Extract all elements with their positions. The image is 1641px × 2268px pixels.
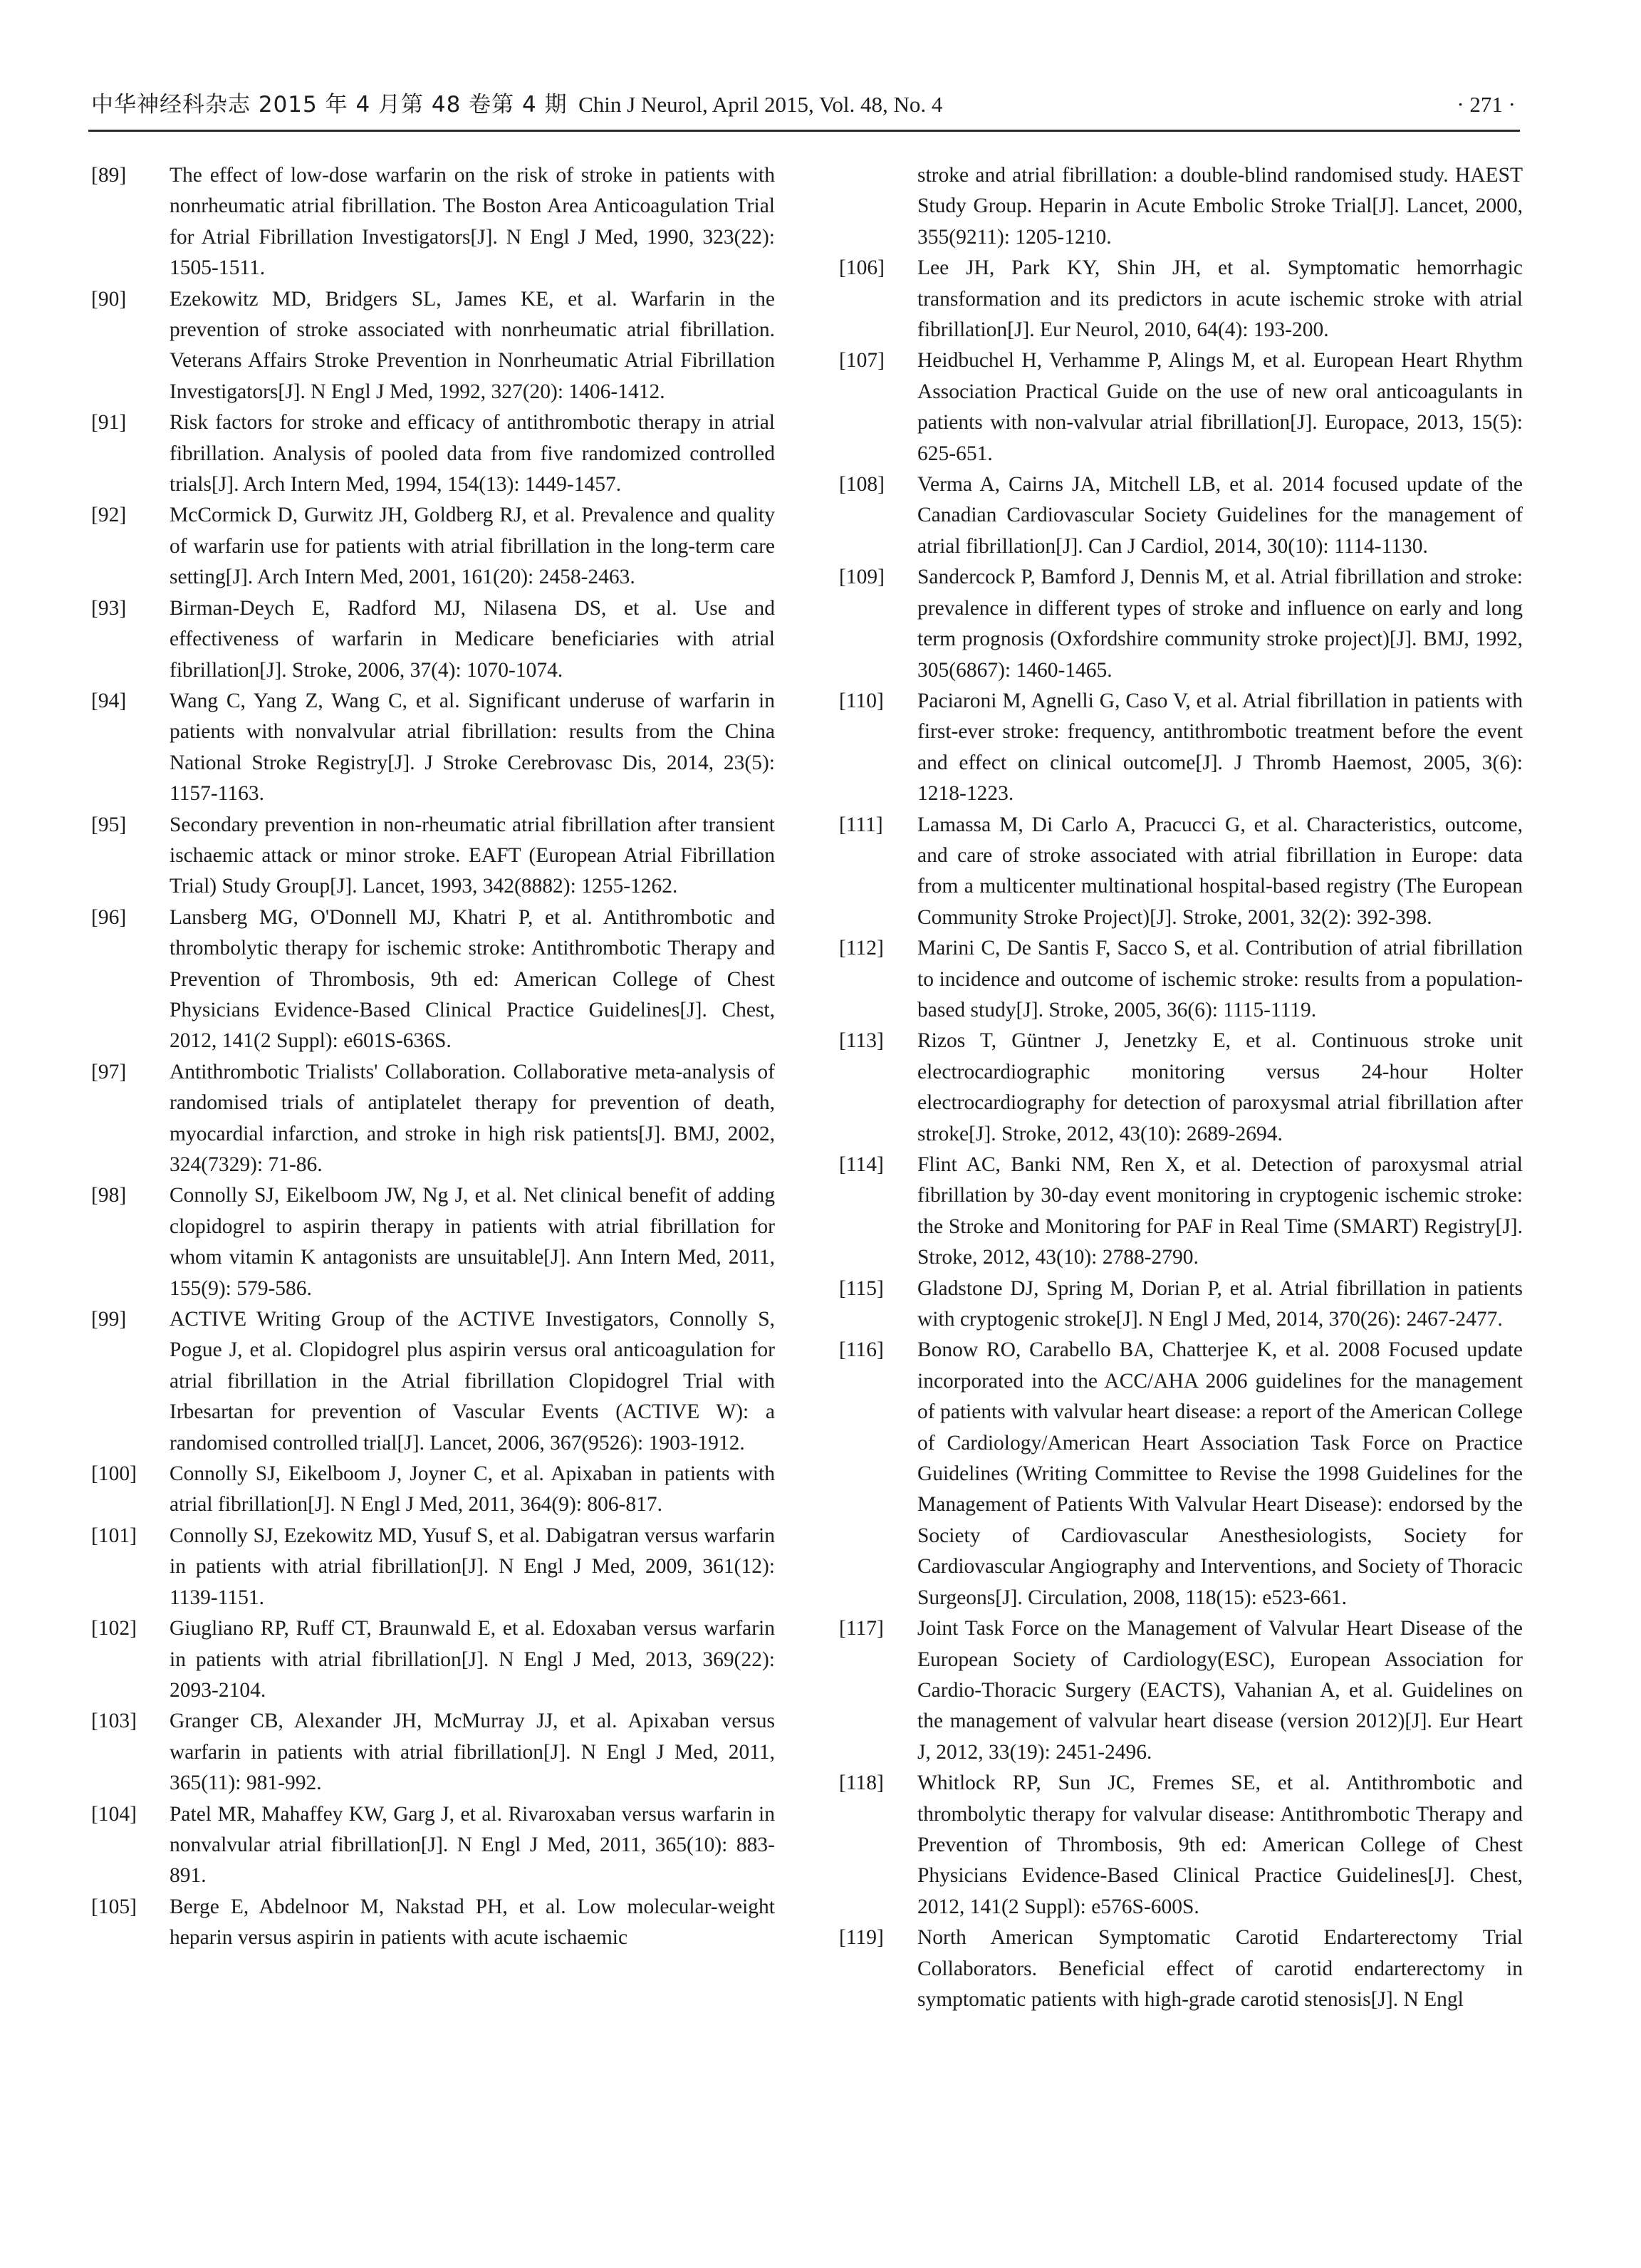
reference-text: Sandercock P, Bamford J, Dennis M, et al. Atrial fibrillation and stroke: prevalence in different types of stroke and influence on early and long term prognosis (Oxfordshire community stroke project)[J]. BMJ, 1992, 305(6867): 1460-1465. — [917, 566, 1523, 682]
reference-entry — [839, 253, 1523, 345]
reference-number: [100] — [91, 1462, 137, 1486]
reference-text: Wang C, Yang Z, Wang C, et al. Significant underuse of warfarin in patients with nonvalvular atrial fibrillation: results from the China National Stroke Registry[J]. J Stroke Cerebrovasc Dis, 2014, 23(5): 1157-1163. — [170, 689, 775, 806]
reference-text: Ezekowitz MD, Bridgers SL, James KE, et al. Warfarin in the prevention of stroke associated with nonrheumatic atrial fibrillation. Veterans Affairs Stroke Prevention in Nonrheumatic Atrial Fibrillation Investigators[J]. N Engl J Med, 1992, 327(20): 1406-1412. — [170, 287, 775, 403]
reference-text: North American Symptomatic Carotid Endarterectomy Trial Collaborators. Beneficial effect of carotid endarterectomy in symptomatic patients with high-grade carotid stenosis[J]. N Engl — [917, 1926, 1523, 2011]
reference-number: [106] — [839, 256, 885, 280]
reference-entry — [839, 810, 1523, 934]
reference-entry — [91, 500, 775, 593]
reference-entry — [91, 1521, 775, 1613]
journal-title-english: Chin J Neurol, April 2015, Vol. 48, No. 4 — [578, 92, 943, 117]
reference-text: Granger CB, Alexander JH, McMurray JJ, et al. Apixaban versus warfarin in patients with atrial fibrillation[J]. N Engl J Med, 2011, 365(11): 981-992. — [170, 1710, 775, 1795]
reference-number: [105] — [91, 1895, 137, 1918]
running-header — [91, 85, 1516, 124]
reference-entry — [839, 686, 1523, 810]
journal-title-chinese: 中华神经科杂志 2015 年 4 月第 48 卷第 4 期 — [91, 92, 568, 118]
reference-text: Heidbuchel H, Verhamme P, Alings M, et al. European Heart Rhythm Association Practical Guide on the use of new oral anticoagulants in patients with non-valvular atrial fibrillation[J]. Europace, 2013, 15(5): 625-651. — [917, 349, 1523, 465]
reference-entry — [91, 1057, 775, 1181]
reference-number: [92] — [91, 504, 127, 527]
reference-number: [117] — [839, 1617, 884, 1640]
reference-text: Gladstone DJ, Spring M, Dorian P, et al. Atrial fibrillation in patients with cryptogenic stroke[J]. N Engl J Med, 2014, 370(26): 2467-2477. — [917, 1276, 1523, 1331]
reference-number: [108] — [839, 473, 885, 496]
reference-text: Lansberg MG, O'Donnell MJ, Khatri P, et al. Antithrombotic and thrombolytic therapy for ischemic stroke: Antithrombotic Therapy and Prevention of Thrombosis, 9th ed: American College of Chest Physicians Evidence-Based Clinical Practice Guidelines[J]. Chest, 2012, 141(2 Suppl): e601S-636S. — [170, 905, 775, 1053]
reference-text: Berge E, Abdelnoor M, Nakstad PH, et al. Low molecular-weight heparin versus aspirin in patients with acute ischaemic — [170, 1895, 775, 1950]
reference-entry — [839, 562, 1523, 686]
reference-entry — [839, 345, 1523, 469]
reference-entry — [839, 160, 1523, 253]
reference-text: The effect of low-dose warfarin on the risk of stroke in patients with nonrheumatic atrial fibrillation. The Boston Area Anticoagulation Trial for Atrial Fibrillation Investigators[J]. N Engl J Med, 1990, 323(22): 1505-1511. — [170, 164, 775, 280]
reference-entry — [839, 1150, 1523, 1274]
reference-entry — [91, 686, 775, 810]
reference-number: [116] — [839, 1338, 884, 1362]
journal-citation — [91, 85, 942, 124]
reference-text: Flint AC, Banki NM, Ren X, et al. Detection of paroxysmal atrial fibrillation by 30-day event monitoring in cryptogenic ischemic stroke: the Stroke and Monitoring for PAF in Real Time (SMART) Registry[J]. Stroke, 2012, 43(10): 2788-2790. — [917, 1153, 1523, 1269]
reference-entry — [91, 1613, 775, 1706]
reference-text: Secondary prevention in non-rheumatic atrial fibrillation after transient ischaemic attack or minor stroke. EAFT (European Atrial Fibrillation Trial) Study Group[J]. Lancet, 1993, 342(8882): 1255-1262. — [170, 813, 775, 898]
reference-entry — [839, 1923, 1523, 2015]
reference-number: [115] — [839, 1276, 884, 1300]
reference-text: Whitlock RP, Sun JC, Fremes SE, et al. Antithrombotic and thrombolytic therapy for valvular disease: Antithrombotic Therapy and Prevention of Thrombosis, 9th ed: American College of Chest Physicians Evidence-Based Clinical Practice Guidelines[J]. Chest, 2012, 141(2 Suppl): e576S-600S. — [917, 1772, 1523, 1918]
reference-entry — [91, 160, 775, 284]
reference-entry — [91, 902, 775, 1057]
reference-number: [96] — [91, 905, 127, 929]
reference-entry — [839, 1026, 1523, 1150]
reference-number: [101] — [91, 1524, 137, 1547]
reference-text: Verma A, Cairns JA, Mitchell LB, et al. 2014 focused update of the Canadian Cardiovascular Society Guidelines for the management of atrial fibrillation[J]. Can J Cardiol, 2014, 30(10): 1114-1130. — [917, 473, 1523, 558]
reference-entry — [91, 1459, 775, 1521]
reference-entry — [91, 1180, 775, 1304]
reference-text: Birman-Deych E, Radford MJ, Nilasena DS, et al. Use and effectiveness of warfarin in Medicare beneficiaries with atrial fibrillation[J]. Stroke, 2006, 37(4): 1070-1074. — [170, 596, 775, 682]
reference-number: [107] — [839, 349, 885, 373]
reference-number: [90] — [91, 287, 127, 311]
reference-number: [111] — [839, 813, 883, 836]
reference-entry — [839, 933, 1523, 1026]
page-number: · 271 · — [1457, 92, 1516, 117]
reference-number: [102] — [91, 1617, 137, 1640]
reference-text: Lamassa M, Di Carlo A, Pracucci G, et al. Characteristics, outcome, and care of stroke associated with atrial fibrillation in Europe: data from a multicenter multinational hospital-based registry (The European Community Stroke Project)[J]. Stroke, 2001, 32(2): 392-398. — [917, 813, 1523, 929]
reference-text: Lee JH, Park KY, Shin JH, et al. Symptomatic hemorrhagic transformation and its predictors in acute ischemic stroke with atrial fibrillation[J]. Eur Neurol, 2010, 64(4): 193-200. — [917, 256, 1523, 342]
reference-number: [95] — [91, 813, 127, 836]
reference-text: Bonow RO, Carabello BA, Chatterjee K, et al. 2008 Focused update incorporated into the ACC/AHA 2006 guidelines for the management of patients with valvular heart disease: a report of the American College of Cardiology/American Heart Association Task Force on Practice Guidelines (Writing Committee to Revise the 1998 Guidelines for the Management of Patients With Valvular Heart Disease): endorsed by the Society of Cardiovascular Anesthesiologists, Society for Cardiovascular Angiography and Interventions, and Society of Thoracic Surgeons[J]. Circulation, 2008, 118(15): e523-661. — [917, 1338, 1523, 1609]
reference-text: Connolly SJ, Eikelboom J, Joyner C, et al. Apixaban in patients with atrial fibrillation[J]. N Engl J Med, 2011, 364(9): 806-817. — [170, 1462, 775, 1517]
reference-text: Connolly SJ, Eikelboom JW, Ng J, et al. Net clinical benefit of adding clopidogrel to aspirin therapy in patients with atrial fibrillation for whom vitamin K antagonists are unsuitable[J]. Ann Intern Med, 2011, 155(9): 579-586. — [170, 1184, 775, 1300]
reference-entry — [91, 593, 775, 686]
reference-entry — [91, 1304, 775, 1459]
reference-entry — [839, 1335, 1523, 1613]
reference-text: Connolly SJ, Ezekowitz MD, Yusuf S, et al. Dabigatran versus warfarin in patients with atrial fibrillation[J]. N Engl J Med, 2009, 361(12): 1139-1151. — [170, 1524, 775, 1609]
reference-number: [91] — [91, 411, 127, 435]
reference-number: [93] — [91, 596, 127, 620]
reference-text: Risk factors for stroke and efficacy of antithrombotic therapy in atrial fibrillation. Analysis of pooled data from five randomized controlled trials[J]. Arch Intern Med, 1994, 154(13): 1449-1457. — [170, 411, 775, 496]
reference-text: Paciaroni M, Agnelli G, Caso V, et al. Atrial fibrillation in patients with first-ever stroke: frequency, antithrombotic treatment before the event and effect on clinical outcome[J]. J Thromb Haemost, 2005, 3(6): 1218-1223. — [917, 689, 1523, 806]
reference-number: [99] — [91, 1308, 127, 1331]
reference-number: [89] — [91, 164, 127, 187]
reference-number: [97] — [91, 1060, 127, 1083]
reference-entry — [839, 1613, 1523, 1768]
reference-text: Antithrombotic Trialists' Collaboration. Collaborative meta-analysis of randomised trials of antiplatelet therapy for prevention of death, myocardial infarction, and stroke in high risk patients[J]. BMJ, 2002, 324(7329): 71-86. — [170, 1060, 775, 1176]
reference-number: [119] — [839, 1926, 884, 1950]
reference-text: Marini C, De Santis F, Sacco S, et al. Contribution of atrial fibrillation to incidence and outcome of ischemic stroke: results from a population-based study[J]. Stroke, 2005, 36(6): 1115-1119. — [917, 937, 1523, 1021]
reference-text: McCormick D, Gurwitz JH, Goldberg RJ, et al. Prevalence and quality of warfarin use for patients with atrial fibrillation in the long-term care setting[J]. Arch Intern Med, 2001, 161(20): 2458-2463. — [170, 504, 775, 589]
reference-entry — [91, 1892, 775, 1954]
reference-number: [114] — [839, 1153, 884, 1176]
reference-entry — [839, 1274, 1523, 1336]
reference-number: [118] — [839, 1772, 884, 1795]
reference-number: [109] — [839, 566, 885, 589]
reference-text: stroke and atrial fibrillation: a double-blind randomised study. HAEST Study Group. Heparin in Acute Embolic Stroke Trial[J]. Lancet, 2000, 355(9211): 1205-1210. — [917, 164, 1523, 249]
reference-number: [112] — [839, 937, 884, 960]
reference-number: [110] — [839, 689, 884, 712]
reference-entry — [91, 1799, 775, 1892]
reference-text: Patel MR, Mahaffey KW, Garg J, et al. Rivaroxaban versus warfarin in nonvalvular atrial fibrillation[J]. N Engl J Med, 2011, 365(10): 883-891. — [170, 1802, 775, 1888]
reference-number: [104] — [91, 1802, 137, 1826]
reference-number: [94] — [91, 689, 127, 712]
reference-entry — [839, 1768, 1523, 1923]
reference-number: [103] — [91, 1710, 137, 1733]
reference-text: Giugliano RP, Ruff CT, Braunwald E, et al. Edoxaban versus warfarin in patients with atrial fibrillation[J]. N Engl J Med, 2013, 369(22): 2093-2104. — [170, 1617, 775, 1702]
reference-text: Joint Task Force on the Management of Valvular Heart Disease of the European Society of Cardiology(ESC), European Association for Cardio-Thoracic Surgery (EACTS), Vahanian A, et al. Guidelines on the management of valvular heart disease (version 2012)[J]. Eur Heart J, 2012, 33(19): 2451-2496. — [917, 1617, 1523, 1764]
reference-number: [98] — [91, 1184, 127, 1207]
reference-number: [113] — [839, 1029, 884, 1053]
reference-entry — [839, 469, 1523, 562]
left-column-references — [91, 160, 775, 1954]
reference-text: ACTIVE Writing Group of the ACTIVE Investigators, Connolly S, Pogue J, et al. Clopidogrel plus aspirin versus oral anticoagulation for atrial fibrillation in the Atrial fibrillation Clopidogrel Trial with Irbesartan for prevention of Vascular Events (ACTIVE W): a randomised controlled trial[J]. Lancet, 2006, 367(9526): 1903-1912. — [170, 1308, 775, 1455]
right-column-references — [839, 160, 1523, 2015]
header-rule — [88, 130, 1520, 132]
reference-entry — [91, 810, 775, 902]
reference-entry — [91, 407, 775, 500]
reference-text: Rizos T, Güntner J, Jenetzky E, et al. Continuous stroke unit electrocardiographic monitoring versus 24-hour Holter electrocardiography for detection of paroxysmal atrial fibrillation after stroke[J]. Stroke, 2012, 43(10): 2689-2694. — [917, 1029, 1523, 1145]
reference-entry — [91, 284, 775, 408]
reference-entry — [91, 1706, 775, 1799]
